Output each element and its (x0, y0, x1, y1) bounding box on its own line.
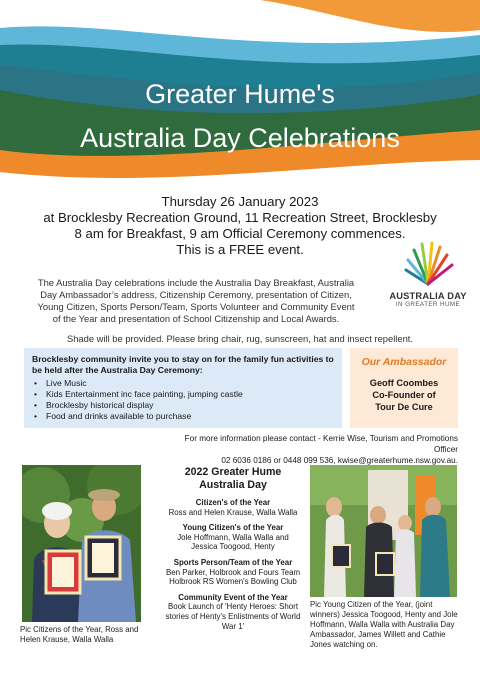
award-winner: Ross and Helen Krause, Walla Walla (168, 507, 298, 517)
logo-main-text: AUSTRALIA DAY (389, 291, 467, 301)
activities-list (32, 378, 334, 422)
awards-list (164, 466, 302, 631)
list-item: • Food and drinks available to purchase (46, 411, 334, 422)
australia-day-logo (385, 240, 471, 308)
photo-caption-left: Pic Citizens of the Year, Ross and Helen Krause, Walla Walla (20, 625, 139, 644)
awards-heading-line2: Australia Day (199, 479, 267, 491)
ambassador-role2: Tour De Cure (375, 402, 433, 412)
shade-note: Shade will be provided. Please bring chair, rug, sunscreen, hat and insect repellent. (66, 333, 414, 344)
contact-line2: 02 6036 0186 or 0448 099 536, kwise@greaterhume.nsw.gov.au. (221, 456, 458, 465)
title-line2: Australia Day Celebrations (80, 123, 400, 153)
fan-logo-icon (400, 240, 456, 286)
ambassador-box (350, 348, 458, 428)
intro-text: The Australia Day celebrations include the Australia Day Breakfast, Australia Day Ambassador’s address, Citizenship Ceremony, presentation of Citizen, Young Citizen, Sports Person/Team, Sports Volunteer and Community Event of the Year and presentation of School Citizenship and Local Awards. (37, 277, 355, 324)
award-category: Citizen's of the Year (195, 498, 271, 507)
award-category: Community Event of the Year (178, 592, 288, 602)
event-venue: at Brocklesby Recreation Ground, 11 Recreation Street, Brocklesby (43, 210, 437, 225)
young-citizens-photo (310, 465, 457, 597)
event-date: Thursday 26 January 2023 (161, 194, 319, 209)
activities-heading: Brocklesby community invite you to stay on for the family fun activities to be held after the Australia Day Ceremony: (32, 354, 334, 375)
header-banner (0, 0, 480, 190)
list-item: • Kids Entertainment inc face painting, jumping castle (46, 389, 334, 400)
ambassador-title: Our Ambassador (361, 356, 447, 368)
title-line1: Greater Hume's (145, 79, 335, 109)
photo-caption-right: Pic Young Citizen of the Year, (joint winners) Jessica Toogood, Henty and Jole Hoffmann, Walla Walla with Australia Day Ambassador, James Willett and Cathie Jones watching on. (310, 600, 458, 649)
logo-sub-text: IN GREATER HUME (395, 301, 461, 308)
citizens-photo (22, 465, 141, 622)
ambassador-role1: Co-Founder of (372, 390, 436, 400)
list-item: • Brocklesby historical display (46, 400, 334, 411)
award-winner: Book Launch of 'Henty Heroes: Short stories of Henty's Enlistments of World War 1' (165, 602, 301, 631)
awards-heading-line1: 2022 Greater Hume (184, 466, 282, 478)
contact-line1: For more information please contact - Kerrie Wise, Tourism and Promotions Officer (184, 434, 458, 454)
contact-info (160, 433, 458, 466)
list-item: • Live Music (46, 378, 334, 389)
event-times: 8 am for Breakfast, 9 am Official Ceremony commences. (74, 226, 406, 241)
award-winner: Ben Parker, Holbrook and Fours Team Holbrook RS Women's Bowling Club (165, 567, 301, 587)
activities-box (24, 348, 342, 428)
award-category: Sports Person/Team of the Year (173, 557, 293, 567)
ambassador-name: Geoff Coombes (369, 378, 439, 388)
award-category: Young Citizen's of the Year (182, 523, 284, 533)
award-winner: Jole Hoffmann, Walla Walla and Jessica Toogood, Henty (177, 532, 289, 552)
event-free: This is a FREE event. (176, 242, 304, 257)
